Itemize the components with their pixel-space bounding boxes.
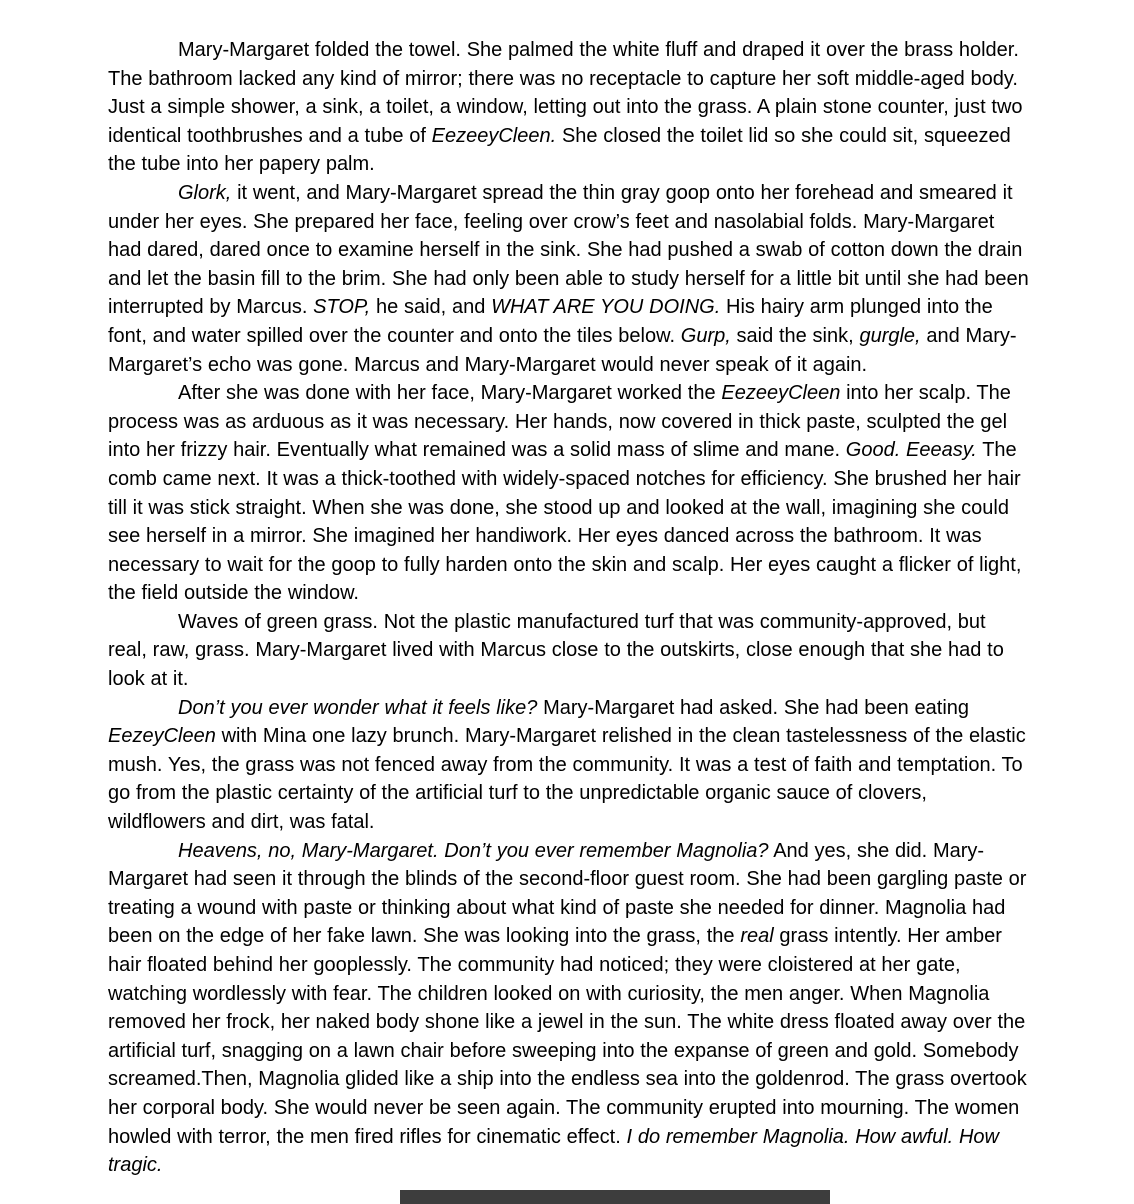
text-run-italic: EezeeyCleen. — [431, 124, 557, 147]
text-run-italic: Glork, — [178, 181, 232, 204]
text-run: grass intently. Her amber hair floated behind her gooplessly. The community had noticed; they were cloistered at her gate, watching wordlessly with fear. The children looked on with curiosity, the men anger. When Magnolia removed her frock, her naked body shone like a jewel in the sun. The white dress floated away over the artificial turf, snagging on a lawn chair before sweeping into the expanse of green and gold. Somebody screamed.Then, Magnolia glided like a ship into the endless sea into the goldenrod. The grass overtook her corporal body. She would never be seen again. The community erupted into mourning. The women howled with terror, the men fired rifles for cinematic effect. — [108, 925, 1027, 1148]
paragraph[interactable] — [108, 179, 1029, 379]
text-run-italic: gurgle, — [859, 324, 921, 347]
text-run: She closed the toilet lid so she could sit, squeezed the tube into her papery palm. — [108, 124, 1011, 176]
text-run: The comb came next. It was a thick-toothed with widely-spaced notches for efficiency. She brushed her hair till it was stick straight. When she was done, she stood up and looked at the wall, imagining she could see herself in a mirror. She imagined her handiwork. Her eyes danced across the bathroom. It was necessary to wait for the goop to fully harden onto the skin and scalp. Her eyes caught a flicker of light, the field outside the window. — [108, 439, 1022, 605]
text-run-italic: Gurp, — [680, 324, 731, 347]
text-run-italic: EezeeyCleen — [721, 382, 841, 405]
paragraph[interactable] — [108, 837, 1029, 1180]
text-run: said the sink, — [730, 324, 860, 347]
paragraph[interactable] — [108, 608, 1029, 694]
text-selection-highlight — [400, 1190, 830, 1204]
document-body[interactable] — [108, 36, 1029, 1180]
paragraph[interactable] — [108, 36, 1029, 179]
text-run: he said, and — [370, 296, 492, 319]
text-run: it went, and Mary-Margaret spread the thin gray goop onto her forehead and smeared it under her eyes. She prepared her face, feeling over crow’s feet and nasolabial folds. Mary-Margaret had dared, dared once to examine herself in the sink. She had pushed a swab of cotton down the drain and let the basin fill to the brim. She had only been able to study herself for a little bit until she had been interrupted by Marcus. — [108, 181, 1029, 319]
text-run-italic: EezeyCleen — [108, 725, 216, 748]
paragraph[interactable] — [108, 694, 1029, 837]
text-run: with Mina one lazy brunch. Mary-Margaret relished in the clean tastelessness of the elastic mush. Yes, the grass was not fenced away from the community. It was a test of faith and temptation. To go from the plastic certainty of the artificial turf to the unpredictable organic sauce of clovers, wildflowers and dirt, was fatal. — [108, 725, 1026, 834]
text-run: His hairy arm plunged into the font, and water spilled over the counter and onto the tiles below. — [108, 296, 993, 347]
paragraph[interactable] — [108, 379, 1029, 608]
text-run: And yes, she did. Mary-Margaret had seen it through the blinds of the second-floor guest room. She had been gargling paste or treating a wound with paste or thinking about what kind of paste she needed for dinner. Magnolia had been on the edge of her fake lawn. She was looking into the grass, the — [108, 839, 1027, 948]
text-run: Mary-Margaret folded the towel. She palmed the white fluff and draped it over the brass holder. The bathroom lacked any kind of mirror; there was no receptacle to capture her soft middle-aged body. Just a simple shower, a sink, a toilet, a window, letting out into the grass. A plain stone counter, just two identical toothbrushes and a tube of — [108, 39, 1023, 147]
text-run-italic: WHAT ARE YOU DOING. — [491, 296, 721, 319]
text-run: After she was done with her face, Mary-Margaret worked the — [178, 382, 722, 405]
text-run: and Mary-Margaret’s echo was gone. Marcus and Mary-Margaret would never speak of it again. — [108, 324, 1017, 376]
text-run-italic: Good. Eeeasy. — [845, 439, 977, 462]
text-run-italic: Heavens, no, Mary-Margaret. Don’t you ever remember Magnolia? — [178, 839, 769, 862]
text-run-italic: STOP, — [313, 296, 371, 319]
text-run-italic: Don’t you ever wonder what it feels like? — [178, 696, 538, 719]
text-run-italic: real — [740, 925, 774, 948]
text-run-italic: I do remember Magnolia. How awful. How tragic. — [108, 1125, 999, 1177]
text-run: Mary-Margaret had asked. She had been eating — [537, 696, 970, 719]
text-run: Waves of green grass. Not the plastic manufactured turf that was community-approved, but real, raw, grass. Mary-Margaret lived with Marcus close to the outskirts, close enough that she had to look at it. — [108, 610, 1004, 691]
text-run: into her scalp. The process was as arduous as it was necessary. Her hands, now covered in thick paste, sculpted the gel into her frizzy hair. Eventually what remained was a solid mass of slime and mane. — [108, 382, 1011, 462]
